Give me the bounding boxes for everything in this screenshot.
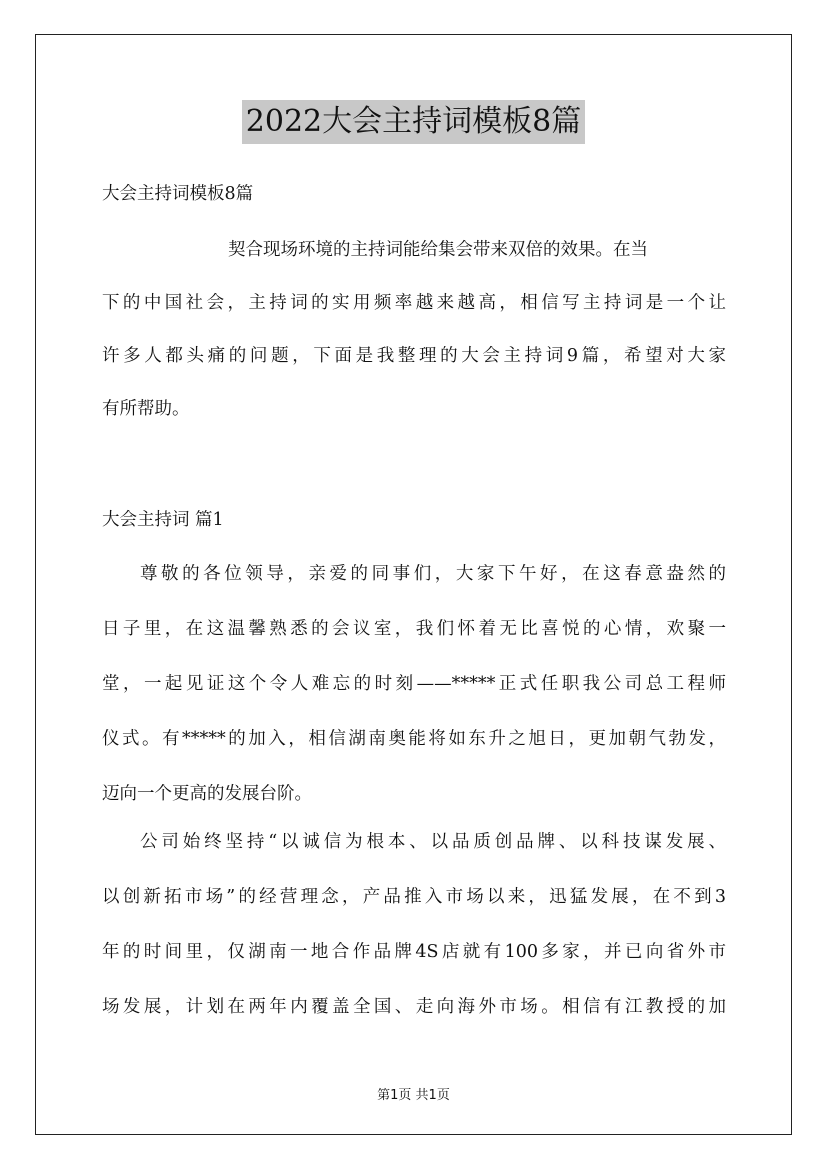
para2-line-1: 公司始终坚持“以诚信为根本、以品质创品牌、以科技谋发展、 (140, 832, 726, 852)
intro-line-4: 有所帮助。 (102, 399, 190, 419)
para2-line-3: 年的时间里，仅湖南一地合作品牌4S店就有100多家，并已向省外市 (102, 942, 726, 962)
para2-line-4: 场发展，计划在两年内覆盖全国、走向海外市场。相信有江教授的加 (102, 997, 726, 1017)
para1-line-3: 堂，一起见证这个令人难忘的时刻——*****正式任职我公司总工程师 (102, 674, 726, 694)
section-heading: 大会主持词 篇1 (102, 510, 224, 530)
para1-line-4: 仪式。有*****的加入，相信湖南奥能将如东升之旭日，更加朝气勃发， (102, 729, 726, 749)
para1-line-2: 日子里，在这温馨熟悉的会议室，我们怀着无比喜悦的心情，欢聚一 (102, 619, 726, 639)
title-container (0, 100, 827, 144)
page-footer: 第1页 共1页 (377, 1088, 450, 1103)
intro-line-3: 许多人都头痛的问题，下面是我整理的大会主持词9篇，希望对大家 (102, 346, 726, 366)
document-title: 2022大会主持词模板8篇 (242, 100, 585, 144)
intro-line-2: 下的中国社会，主持词的实用频率越来越高，相信写主持词是一个让 (102, 293, 726, 313)
para1-line-1: 尊敬的各位领导，亲爱的同事们，大家下午好，在这春意盎然的 (140, 564, 726, 584)
intro-line-1: 契合现场环境的主持词能给集会带来双倍的效果。在当 (228, 240, 648, 260)
subtitle: 大会主持词模板8篇 (102, 184, 254, 204)
para2-line-2: 以创新拓市场”的经营理念，产品推入市场以来，迅猛发展，在不到3 (102, 887, 726, 907)
para1-line-5: 迈向一个更高的发展台阶。 (102, 784, 312, 804)
